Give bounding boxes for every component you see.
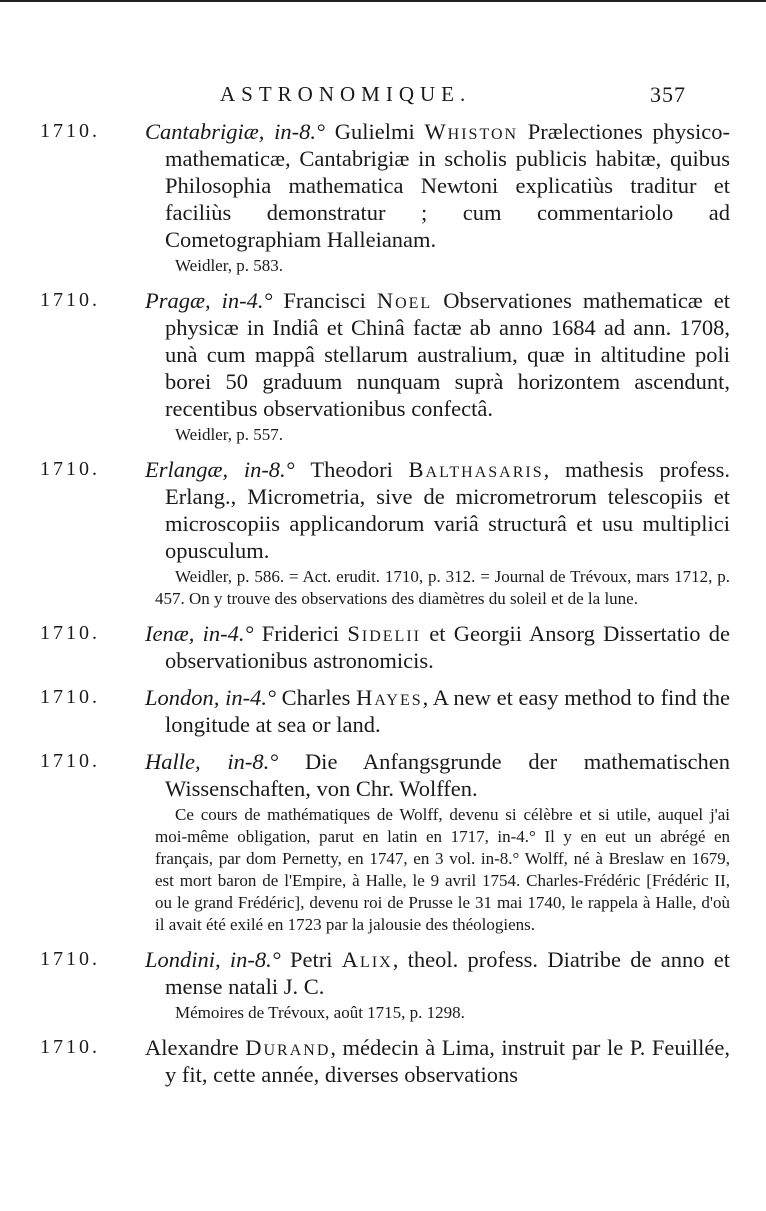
entry-body [145,1034,730,1088]
entry-author-first: Alexandre [145,1035,246,1060]
entry-place: Halle, in-8.° [145,749,305,774]
entry-author-first: Charles [281,685,357,710]
entry-place: Erlangæ, in-8.° [145,457,311,482]
entry-text: et Georgii Ansorg Dissertatio de observationibus astronomicis. [165,621,731,673]
entry-place: Ienæ, in-4.° [145,621,262,646]
bibliography-entry [40,287,730,446]
entry-author-last: Hayes [356,685,423,710]
entry-year: 1710. [40,686,100,708]
entry-body [145,456,730,564]
bibliography-entry [40,1034,730,1088]
page-number: 357 [650,82,686,107]
entry-place: Londini, in-8.° [145,947,291,972]
entry-note: Weidler, p. 586. = Act. erudit. 1710, p. 312. = Journal de Trévoux, mars 1712, p. 457. On y trouve des observations des diamètres du soleil et de la lune. [155,567,730,608]
entry-body [145,287,730,422]
entry-note: Mémoires de Trévoux, août 1715, p. 1298. [175,1003,465,1022]
entry-body [145,620,730,674]
entry-text: , A new et easy method to find the longitude at sea or land. [165,685,730,737]
entry-year: 1710. [40,1036,100,1058]
entry-author-last: Alix [341,947,393,972]
entry-author-first: Gulielmi [334,119,425,144]
entry-text: , médecin à Lima, instruit par le P. Feuillée, y fit, cette année, diverses observations [165,1035,730,1087]
entry-note: Weidler, p. 583. [175,256,283,275]
entry-year: 1710. [40,622,100,644]
entry-year: 1710. [40,948,100,970]
page-header [0,82,766,112]
entry-author-last: Whiston [424,119,519,144]
entry-author-last: Noel [376,288,433,313]
bibliography-entry [40,684,730,738]
entry-year: 1710. [40,289,100,311]
bibliography-entries [40,118,730,1098]
entry-year: 1710. [40,458,100,480]
entry-text: , theol. profess. Diatribe de anno et mense natali J. C. [165,947,731,999]
bibliography-entry [40,620,730,674]
entry-place: Cantabrigiæ, in-8.° [145,119,335,144]
top-rule [0,0,766,2]
entry-year: 1710. [40,750,100,772]
entry-body [145,684,730,738]
running-title: ASTRONOMIQUE. [220,82,472,106]
entry-note: Weidler, p. 557. [175,425,283,444]
entry-author-last: Balthasaris [408,457,544,482]
entry-text: , mathesis profess. Erlang., Micrometria, sive de micrometrorum telescopiis et microscopiis applicandorum variâ structurâ et usu multiplici opusculum. [165,457,730,563]
entry-author-last: Sidelii [347,621,421,646]
bibliography-entry [40,118,730,277]
entry-body [145,748,730,802]
entry-place: Pragæ, in-4.° [145,288,284,313]
entry-body [145,946,730,1000]
entry-author-first: Theodori [310,457,409,482]
entry-author-first: Friderici [261,621,348,646]
entry-author-last: Durand [245,1035,331,1060]
entry-text: Observationes mathematicæ et physicæ in Indiâ et Chinâ factæ ab anno 1684 ad ann. 1708, unà cum mappâ stellarum australium, quæ in altitudine poli borei 50 graduum nunquam suprà horizontem ascendunt, recentibus observationibus confectâ. [165,288,731,421]
entry-text: Die Anfangsgrunde der mathematischen Wissenschaften, von Chr. Wolffen. [165,749,730,801]
entry-body [145,118,730,253]
bibliography-entry [40,456,730,610]
bibliography-entry [40,946,730,1024]
bibliography-entry [40,748,730,936]
entry-author-first: Francisci [283,288,377,313]
entry-text: Prælectiones physico-mathematicæ, Cantabrigiæ in scholis publicis habitæ, quibus Philosophia mathematica Newtoni explicatiùs traditur et faciliùs demonstratur ; cum commentariolo ad Cometographiam Halleianam. [165,119,730,252]
entry-place: London, in-4.° [145,685,282,710]
entry-author-first: Petri [290,947,342,972]
entry-year: 1710. [40,120,100,142]
entry-note: Ce cours de mathématiques de Wolff, devenu si célèbre et si utile, auquel j'ai moi-même obligation, parut en latin en 1717, in-4.° Il y en eut un abrégé en français, par dom Pernetty, en 1747, en 3 vol. in-8.° Wolff, né à Breslaw en 1679, est mort baron de l'Empire, à Halle, le 9 avril 1754. Charles-Frédéric [Frédéric II, ou le grand Frédéric], devenu roi de Prusse le 31 mai 1740, le rappela à Halle, d'où il avait été exilé en 1723 par la jalousie des théologiens. [155,805,730,934]
